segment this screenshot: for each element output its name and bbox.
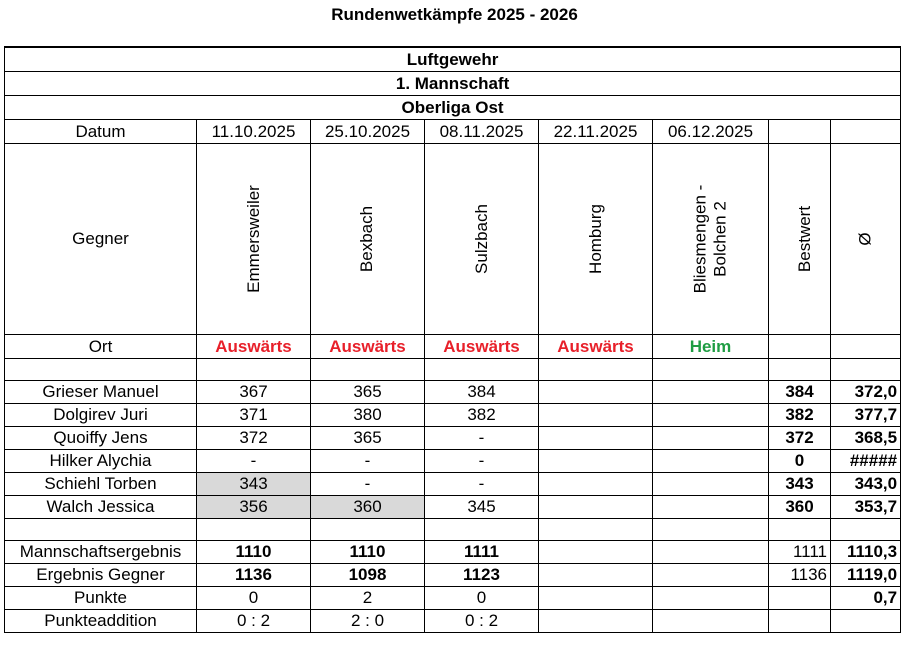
points-cell: 2 bbox=[311, 587, 425, 610]
match-date: 25.10.2025 bbox=[311, 120, 425, 144]
shooter-name: Hilker Alychia bbox=[5, 450, 197, 473]
score-cell bbox=[539, 496, 653, 519]
shooter-name: Schiehl Torben bbox=[5, 473, 197, 496]
score-cell-highlighted: 356 bbox=[197, 496, 311, 519]
team-result: 1111 bbox=[425, 541, 539, 564]
points-cell: 0 bbox=[425, 587, 539, 610]
team-result bbox=[653, 541, 769, 564]
venue-away: Auswärts bbox=[425, 335, 539, 359]
opponent-name-two-line bbox=[690, 185, 730, 294]
best-score: 343 bbox=[769, 473, 831, 496]
best-score: 384 bbox=[769, 381, 831, 404]
venue-away: Auswärts bbox=[311, 335, 425, 359]
opponent-name-line2: Bolchen 2 bbox=[710, 201, 730, 277]
score-cell: 365 bbox=[311, 381, 425, 404]
opponent-name: Sulzbach bbox=[471, 204, 491, 274]
score-cell bbox=[653, 496, 769, 519]
average-score: 343,0 bbox=[831, 473, 901, 496]
league-header: Oberliga Ost bbox=[5, 96, 901, 120]
average-score: 353,7 bbox=[831, 496, 901, 519]
opponent-average: 1119,0 bbox=[831, 564, 901, 587]
score-cell: - bbox=[425, 427, 539, 450]
shooter-row bbox=[5, 427, 901, 450]
gegner-label: Gegner bbox=[5, 144, 197, 335]
average-score: 368,5 bbox=[831, 427, 901, 450]
average-score: ##### bbox=[831, 450, 901, 473]
datum-label: Datum bbox=[5, 120, 197, 144]
team-best: 1111 bbox=[769, 541, 831, 564]
shooter-row bbox=[5, 450, 901, 473]
ergebnis-gegner-label: Ergebnis Gegner bbox=[5, 564, 197, 587]
shooter-row bbox=[5, 473, 901, 496]
opponent-name-line1: Bliesmengen - bbox=[690, 184, 710, 294]
best-score: 382 bbox=[769, 404, 831, 427]
score-cell: 367 bbox=[197, 381, 311, 404]
shooter-row bbox=[5, 381, 901, 404]
shooter-name: Walch Jessica bbox=[5, 496, 197, 519]
opponent-name: Homburg bbox=[585, 204, 605, 274]
score-cell bbox=[653, 381, 769, 404]
score-cell bbox=[539, 381, 653, 404]
score-cell bbox=[539, 404, 653, 427]
score-cell bbox=[539, 427, 653, 450]
shooter-row bbox=[5, 404, 901, 427]
points-cell: 0 bbox=[197, 587, 311, 610]
opponent-result-row bbox=[5, 564, 901, 587]
opponent-result bbox=[653, 564, 769, 587]
score-cell: 345 bbox=[425, 496, 539, 519]
bestwert-header: Bestwert bbox=[795, 205, 815, 273]
score-cell bbox=[653, 450, 769, 473]
date-row bbox=[5, 120, 901, 144]
average-score: 372,0 bbox=[831, 381, 901, 404]
score-cell: 384 bbox=[425, 381, 539, 404]
average-header: Ø bbox=[855, 232, 875, 246]
opponent-name: Emmersweiler bbox=[243, 185, 263, 293]
venue-away: Auswärts bbox=[197, 335, 311, 359]
match-date: 06.12.2025 bbox=[653, 120, 769, 144]
score-cell: 372 bbox=[197, 427, 311, 450]
score-cell: 371 bbox=[197, 404, 311, 427]
venue-away: Auswärts bbox=[539, 335, 653, 359]
score-cell: - bbox=[197, 450, 311, 473]
best-score: 360 bbox=[769, 496, 831, 519]
opponent-best: 1136 bbox=[769, 564, 831, 587]
average-score: 377,7 bbox=[831, 404, 901, 427]
best-score: 372 bbox=[769, 427, 831, 450]
score-cell-highlighted: 343 bbox=[197, 473, 311, 496]
team-average: 1110,3 bbox=[831, 541, 901, 564]
opponent-name: Bexbach bbox=[357, 205, 377, 273]
points-addition-row bbox=[5, 610, 901, 633]
points-addition-cell: 0 : 2 bbox=[425, 610, 539, 633]
punkte-label: Punkte bbox=[5, 587, 197, 610]
points-cell bbox=[539, 587, 653, 610]
venue-home: Heim bbox=[653, 335, 769, 359]
score-cell-highlighted: 360 bbox=[311, 496, 425, 519]
team-result: 1110 bbox=[197, 541, 311, 564]
venue-row bbox=[5, 335, 901, 359]
score-cell bbox=[653, 473, 769, 496]
score-cell: - bbox=[425, 450, 539, 473]
discipline-header: Luftgewehr bbox=[5, 47, 901, 72]
opponent-row bbox=[5, 144, 901, 335]
score-cell: - bbox=[311, 450, 425, 473]
page-title: Rundenwetkämpfe 2025 - 2026 bbox=[331, 5, 578, 24]
shooter-name: Dolgirev Juri bbox=[5, 404, 197, 427]
match-date: 08.11.2025 bbox=[425, 120, 539, 144]
points-cell bbox=[653, 587, 769, 610]
score-cell bbox=[653, 404, 769, 427]
points-average: 0,7 bbox=[831, 587, 901, 610]
points-addition-cell: 0 : 2 bbox=[197, 610, 311, 633]
shooter-name: Quoiffy Jens bbox=[5, 427, 197, 450]
points-row bbox=[5, 587, 901, 610]
points-addition-cell bbox=[539, 610, 653, 633]
score-cell: 380 bbox=[311, 404, 425, 427]
score-cell: - bbox=[311, 473, 425, 496]
score-cell bbox=[653, 427, 769, 450]
best-score: 0 bbox=[769, 450, 831, 473]
opponent-result bbox=[539, 564, 653, 587]
points-addition-cell bbox=[653, 610, 769, 633]
opponent-result: 1098 bbox=[311, 564, 425, 587]
opponent-result: 1123 bbox=[425, 564, 539, 587]
shooter-name: Grieser Manuel bbox=[5, 381, 197, 404]
team-result: 1110 bbox=[311, 541, 425, 564]
match-date: 22.11.2025 bbox=[539, 120, 653, 144]
score-cell: - bbox=[425, 473, 539, 496]
score-cell: 382 bbox=[425, 404, 539, 427]
team-result-row bbox=[5, 541, 901, 564]
team-result bbox=[539, 541, 653, 564]
score-cell bbox=[539, 450, 653, 473]
results-table bbox=[4, 46, 901, 633]
mannschaftsergebnis-label: Mannschaftsergebnis bbox=[5, 541, 197, 564]
points-addition-cell: 2 : 0 bbox=[311, 610, 425, 633]
score-cell bbox=[539, 473, 653, 496]
ort-label: Ort bbox=[5, 335, 197, 359]
team-header: 1. Mannschaft bbox=[5, 72, 901, 96]
punkteaddition-label: Punkteaddition bbox=[5, 610, 197, 633]
opponent-result: 1136 bbox=[197, 564, 311, 587]
score-cell: 365 bbox=[311, 427, 425, 450]
shooter-row bbox=[5, 496, 901, 519]
match-date: 11.10.2025 bbox=[197, 120, 311, 144]
